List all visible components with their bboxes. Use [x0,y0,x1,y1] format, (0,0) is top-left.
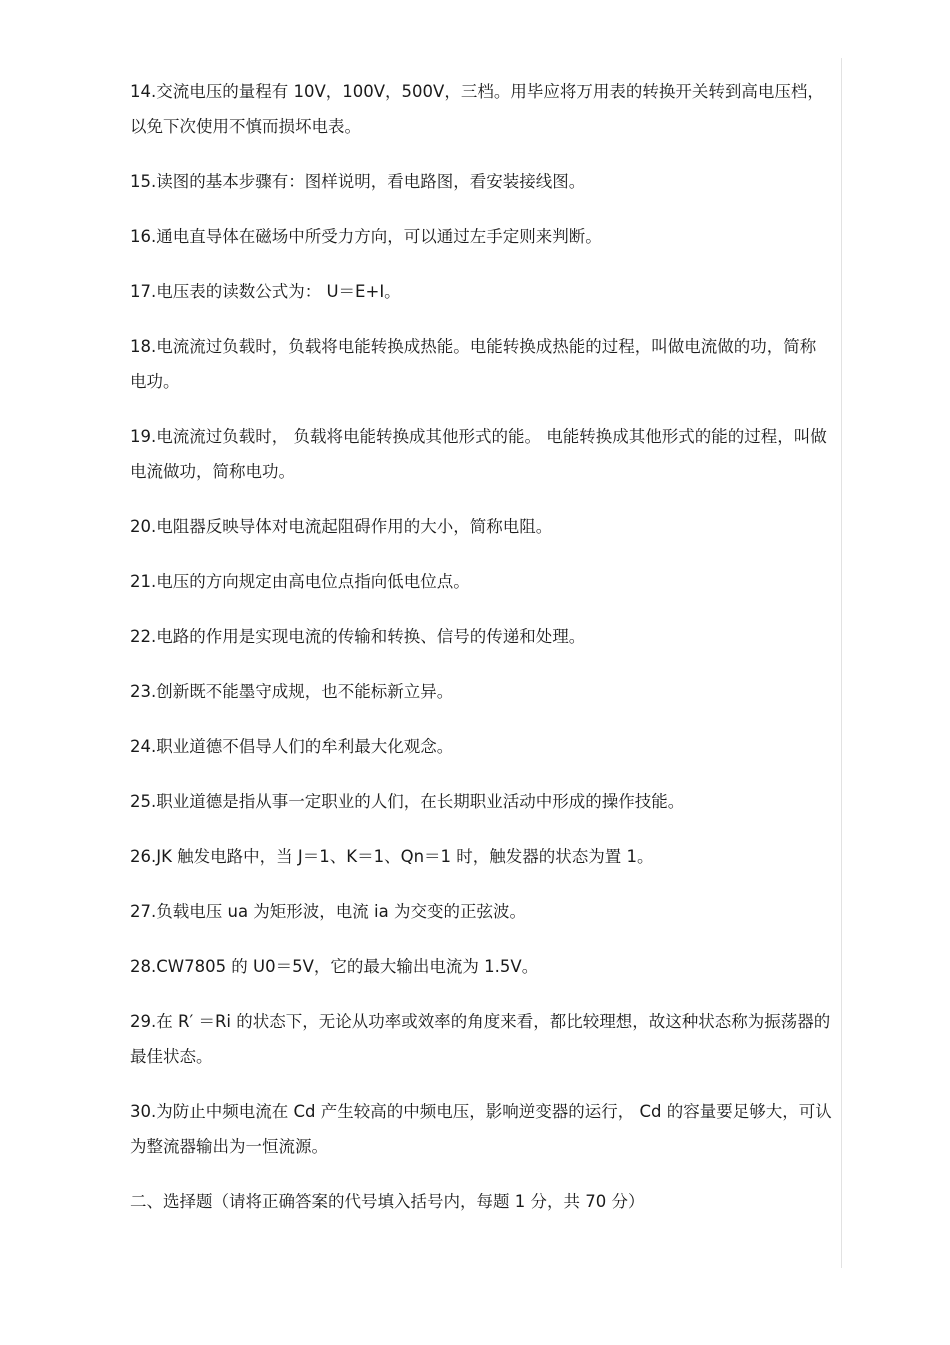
page-margin-rule [841,58,842,1268]
question-29: 29.在 R′ ＝Ri 的状态下，无论从功率或效率的角度来看，都比较理想，故这种状态称为振荡器的最佳状态。 [130,1012,831,1066]
question-21: 21.电压的方向规定由高电位点指向低电位点。 [130,572,470,591]
question-14: 14.交流电压的量程有 10V，100V，500V，三档。用毕应将万用表的转换开关转到高电压档，以免下次使用不慎而损坏电表。 [130,82,824,136]
question-30: 30.为防止中频电流在 Cd 产生较高的中频电压，影响逆变器的运行， Cd 的容量要足够大，可认为整流器输出为一恒流源。 [130,1102,832,1156]
question-28: 28.CW7805 的 U0＝5V，它的最大输出电流为 1.5V。 [130,957,539,976]
document-body [130,74,832,1219]
question-17: 17.电压表的读数公式为： U＝E+I。 [130,282,401,301]
question-15: 15.读图的基本步骤有：图样说明，看电路图，看安装接线图。 [130,172,586,191]
question-26: 26.JK 触发电路中，当 J＝1、K＝1、Qn＝1 时，触发器的状态为置 1。 [130,847,654,866]
question-27: 27.负载电压 ua 为矩形波，电流 ia 为交变的正弦波。 [130,902,526,921]
question-25: 25.职业道德是指从事一定职业的人们，在长期职业活动中形成的操作技能。 [130,792,685,811]
section-heading-multiple-choice: 二、选择题（请将正确答案的代号填入括号内，每题 1 分，共 70 分） [130,1192,645,1211]
question-23: 23.创新既不能墨守成规，也不能标新立异。 [130,682,454,701]
question-24: 24.职业道德不倡导人们的牟利最大化观念。 [130,737,454,756]
question-22: 22.电路的作用是实现电流的传输和转换、信号的传递和处理。 [130,627,586,646]
question-16: 16.通电直导体在磁场中所受力方向，可以通过左手定则来判断。 [130,227,602,246]
question-19: 19.电流流过负载时， 负载将电能转换成其他形式的能。 电能转换成其他形式的能的过程，叫做电流做功，简称电功。 [130,427,827,481]
question-20: 20.电阻器反映导体对电流起阻碍作用的大小，简称电阻。 [130,517,553,536]
question-18: 18.电流流过负载时，负载将电能转换成热能。电能转换成热能的过程，叫做电流做的功，简称电功。 [130,337,817,391]
